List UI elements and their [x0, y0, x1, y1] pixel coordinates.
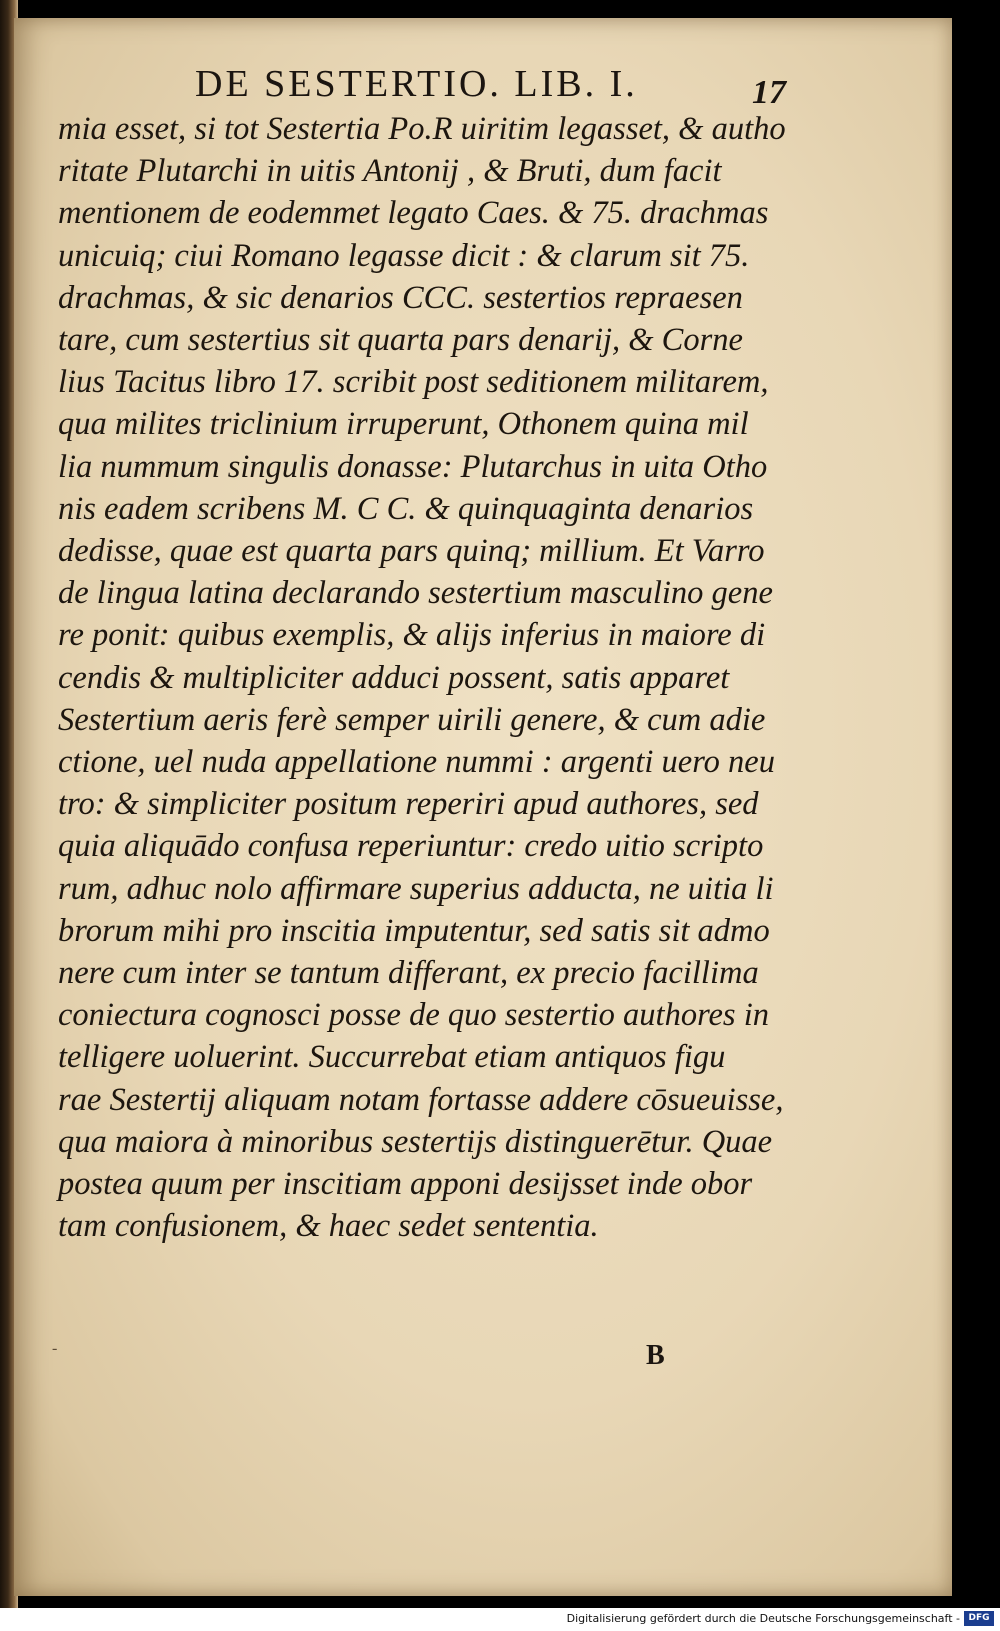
text-line: rum, adhuc nolo affirmare superius adducta, ne uitia li: [58, 870, 774, 907]
text-line: qua maiora à minoribus sestertijs distinguerētur. Quae: [58, 1123, 773, 1160]
text-line: tro: & simpliciter positum reperiri apud authores, sed: [58, 786, 759, 823]
footer-credit: Digitalisierung gefördert durch die Deutsche Forschungsgemeinschaft -: [566, 1612, 960, 1625]
text-line: coniectura cognosci posse de quo sestertio authores in: [58, 997, 769, 1034]
text-line: postea quum per inscitiam apponi desijsset inde obor: [58, 1166, 753, 1203]
text-line: lius Tacitus libro 17. scribit post seditionem militarem,: [58, 364, 769, 401]
text-line: cendis & multipliciter adduci possent, satis apparet: [58, 659, 730, 696]
text-line: nis eadem scribens M. C C. & quinquaginta denarios: [58, 490, 754, 527]
text-line: quia aliquādo confusa reperiuntur: credo uitio scripto: [58, 828, 764, 865]
margin-mark: -: [52, 1340, 58, 1357]
text-line: telligere uoluerint. Succurrebat etiam antiquos figu: [58, 1039, 726, 1076]
text-line: dedisse, quae est quarta pars quinq; millium. Et Varro: [58, 533, 765, 570]
text-line: brorum mihi pro inscitia imputentur, sed satis sit admo: [58, 912, 770, 949]
text-line: mia esset, si tot Sestertia Po.R uiritim legasset, & autho: [58, 111, 786, 147]
text-line: mentionem de eodemmet legato Caes. & 75. drachmas: [58, 195, 769, 232]
running-title: DE SESTERTIO. LIB. I.: [195, 63, 638, 105]
text-line: ritate Plutarchi in uitis Antonij , & Bruti, dum facit: [58, 153, 722, 190]
text-line: lia nummum singulis donasse: Plutarchus in uita Otho: [58, 448, 768, 485]
signature-mark: B: [646, 1340, 665, 1371]
text-line: de lingua latina declarando sestertium masculino gene: [58, 575, 773, 612]
text-line: qua milites triclinium irruperunt, Othonem quina mil: [58, 406, 749, 443]
body-text-block: [58, 108, 798, 1247]
text-line: rae Sestertij aliquam notam fortasse addere cōsueuisse,: [58, 1081, 784, 1118]
text-line: ctione, uel nuda appellatione nummi : argenti uero neu: [58, 744, 775, 781]
text-line: nere cum inter se tantum differant, ex precio facillima: [58, 955, 759, 992]
digitization-footer: [0, 1608, 1000, 1631]
text-line: tam confusionem, & haec sedet sententia.: [58, 1208, 599, 1245]
text-line: unicuiq; ciui Romano legasse dicit : & clarum sit 75.: [58, 237, 750, 274]
text-line: tare, cum sestertius sit quarta pars denarij, & Corne: [58, 322, 743, 359]
text-line: Sestertium aeris ferè semper uirili genere, & cum adie: [58, 701, 766, 738]
dfg-logo-icon: DFG: [964, 1611, 994, 1626]
text-line: drachmas, & sic denarios CCC. sestertios repraesen: [58, 279, 743, 316]
text-line: re ponit: quibus exemplis, & alijs inferius in maiore di: [58, 617, 766, 654]
page-number: 17: [752, 74, 786, 111]
